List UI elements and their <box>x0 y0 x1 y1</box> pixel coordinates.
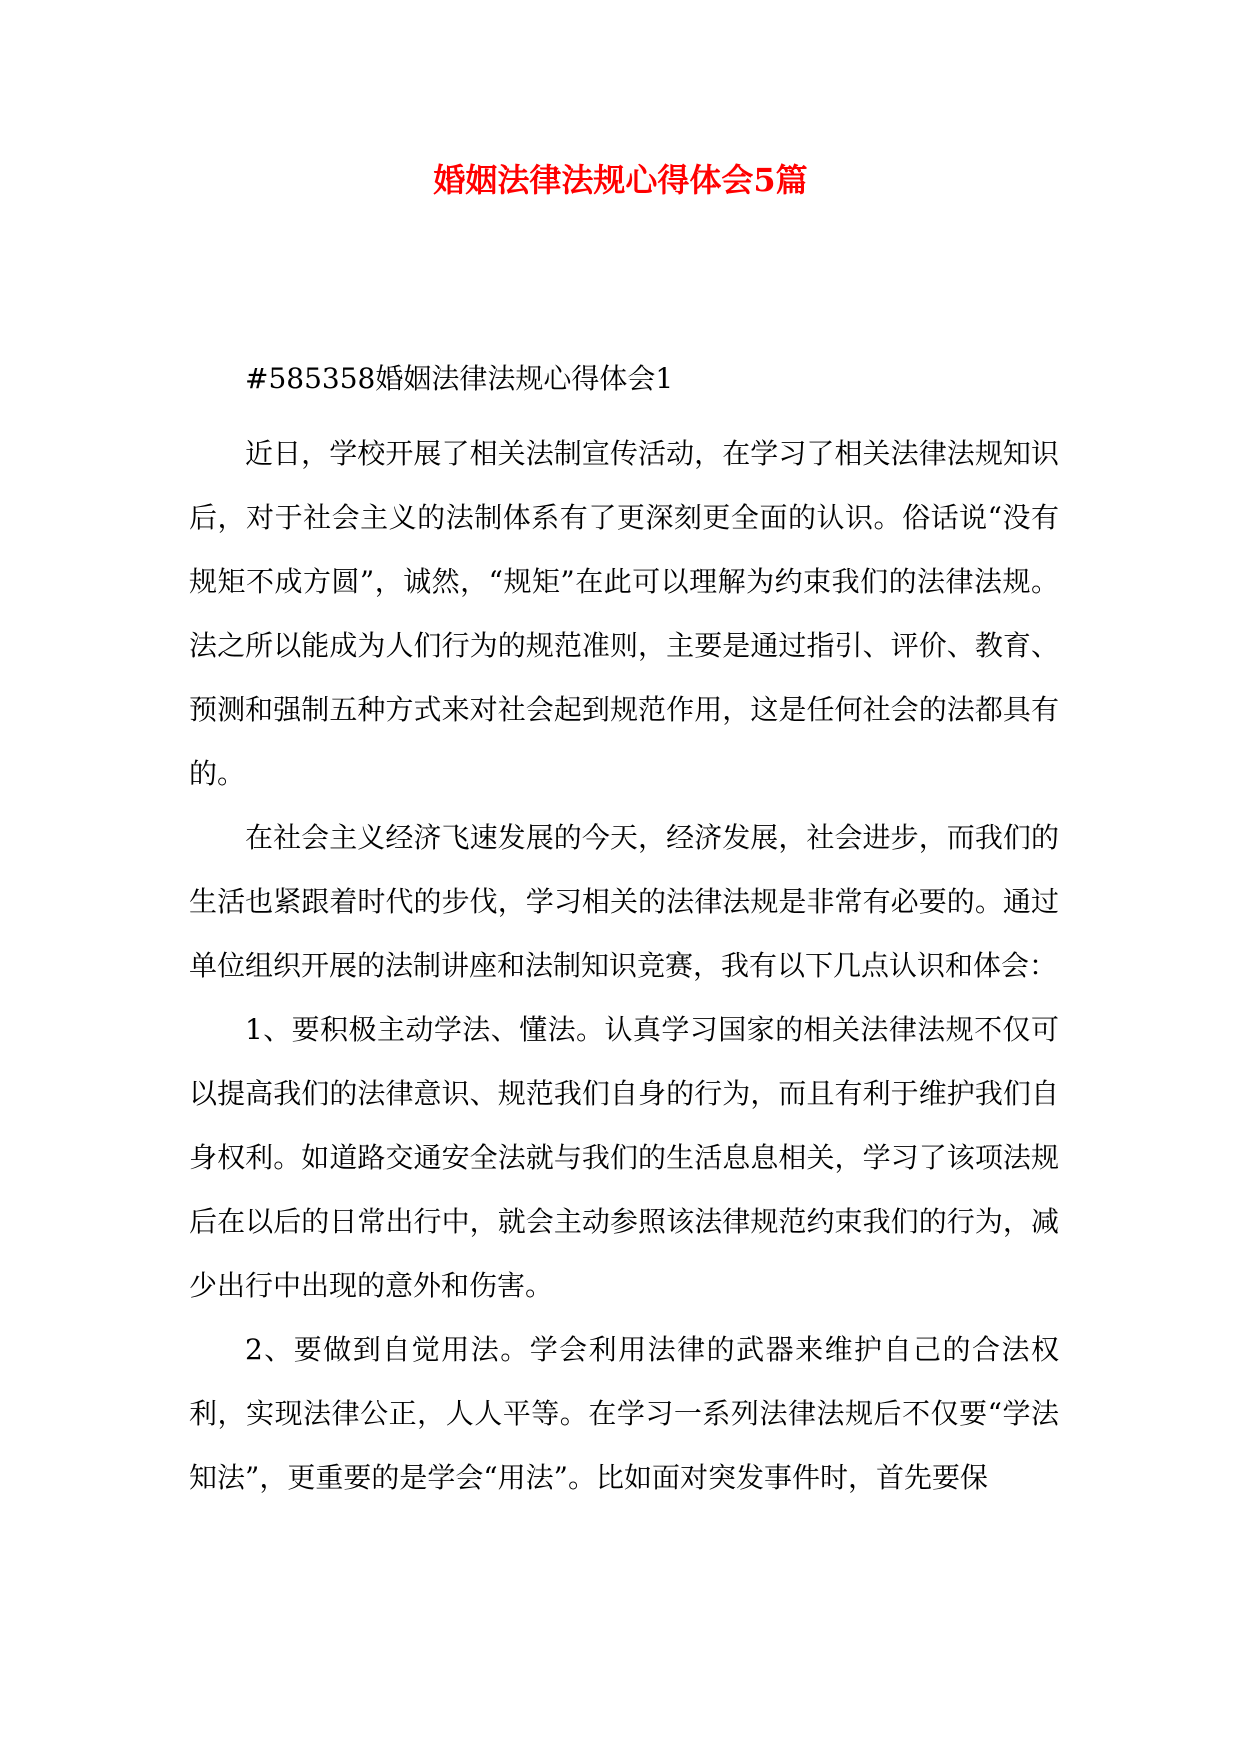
paragraph-1: 近日，学校开展了相关法制宣传活动，在学习了相关法律法规知识后，对于社会主义的法制体系有了更深刻更全面的认识。俗话说“没有规矩不成方圆”，诚然，“规矩”在此可以理解为约束我们的法律法规。法之所以能成为人们行为的规范准则，主要是通过指引、评价、教育、预测和强制五种方式来对社会起到规范作用，这是任何社会的法都具有的。 <box>189 437 1059 790</box>
paragraph-3: 1、要积极主动学法、懂法。认真学习国家的相关法律法规不仅可以提高我们的法律意识、规范我们自身的行为，而且有利于维护我们自身权利。如道路交通安全法就与我们的生活息息相关，学习了该项法规后在以后的日常出行中，就会主动参照该法律规范约束我们的行为，减少出行中出现的意外和伤害。 <box>189 1013 1059 1302</box>
document-body <box>189 358 1059 1510</box>
section-heading: #585358婚姻法律法规心得体会1 <box>245 362 674 395</box>
document-title: 婚姻法律法规心得体会5篇 <box>433 161 808 199</box>
paragraph-2: 在社会主义经济飞速发展的今天，经济发展，社会进步，而我们的生活也紧跟着时代的步伐，学习相关的法律法规是非常有必要的。通过单位组织开展的法制讲座和法制知识竞赛，我有以下几点认识和体会： <box>189 821 1059 982</box>
paragraph-4: 2、要做到自觉用法。学会利用法律的武器来维护自己的合法权利，实现法律公正，人人平等。在学习一系列法律法规后不仅要“学法知法”，更重要的是学会“用法”。比如面对突发事件时，首先要保 <box>189 1333 1059 1494</box>
